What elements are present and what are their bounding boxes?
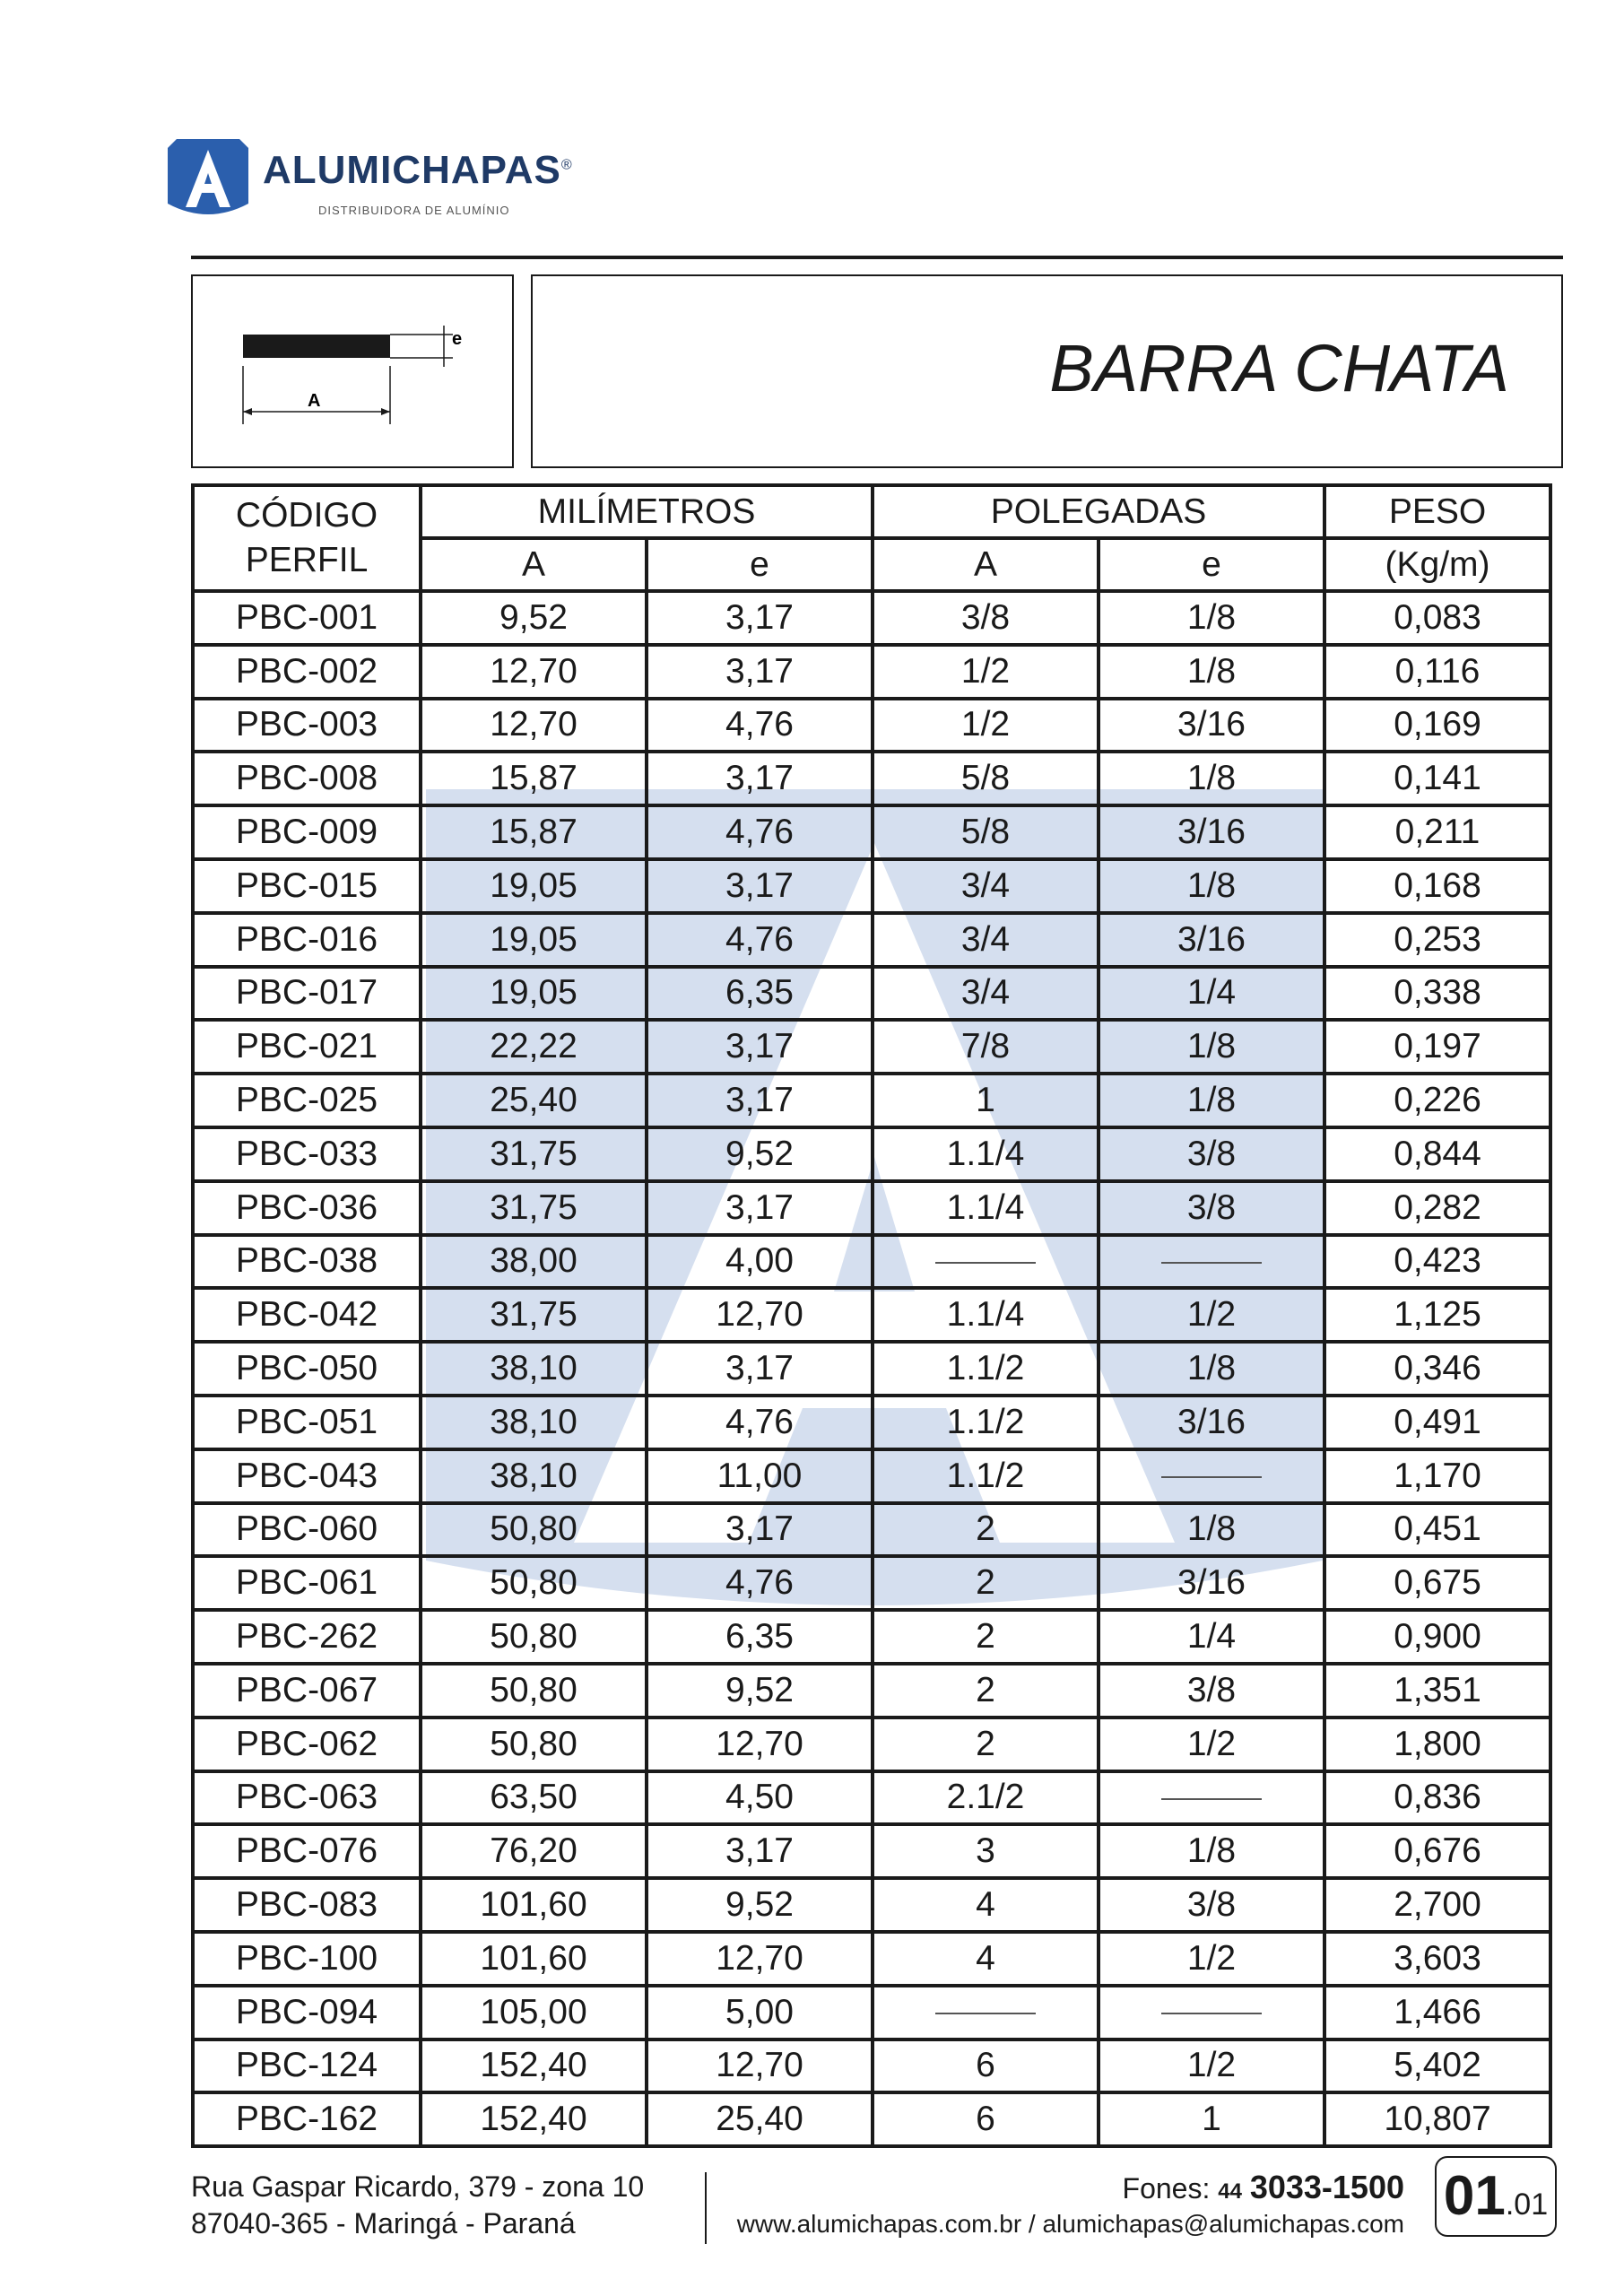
cell-in-a: 6 — [873, 2039, 1099, 2093]
cell-in-a: 3/8 — [873, 591, 1099, 645]
cell-in-a: 1.1/2 — [873, 1396, 1099, 1449]
cell-mm-e: 4,76 — [647, 699, 873, 752]
cell-peso: 0,676 — [1324, 1824, 1550, 1878]
cell-in-a: 2 — [873, 1664, 1099, 1718]
cell-in-a: 6 — [873, 2092, 1099, 2146]
table-row — [193, 859, 1550, 913]
cell-mm-a: 50,80 — [421, 1556, 647, 1610]
cell-peso: 0,836 — [1324, 1771, 1550, 1825]
cell-mm-e: 3,17 — [647, 1824, 873, 1878]
cell-in-a: 1.1/4 — [873, 1181, 1099, 1235]
cell-in-a — [873, 1986, 1099, 2039]
cell-peso: 0,338 — [1324, 967, 1550, 1021]
cell-in-a: 2 — [873, 1556, 1099, 1610]
cell-in-e: 3/8 — [1099, 1878, 1324, 1932]
brand-name: ALUMICHAPAS® — [263, 148, 573, 192]
header-millimeters: MILÍMETROS — [421, 485, 873, 538]
title-box — [531, 274, 1563, 468]
cell-peso: 0,169 — [1324, 699, 1550, 752]
cell-peso: 3,603 — [1324, 1932, 1550, 1986]
cell-code: PBC-015 — [193, 859, 421, 913]
cell-mm-e: 9,52 — [647, 1664, 873, 1718]
cell-mm-e: 3,17 — [647, 645, 873, 699]
cell-mm-e: 12,70 — [647, 2039, 873, 2093]
cell-code: PBC-043 — [193, 1449, 421, 1503]
cell-peso: 0,197 — [1324, 1020, 1550, 1074]
cell-mm-a: 12,70 — [421, 699, 647, 752]
cell-in-e: 1/8 — [1099, 1342, 1324, 1396]
cell-in-e: 1/8 — [1099, 1503, 1324, 1557]
cell-code: PBC-003 — [193, 699, 421, 752]
cell-peso: 1,125 — [1324, 1288, 1550, 1342]
brand-tagline: DISTRIBUIDORA DE ALUMÍNIO — [318, 204, 510, 217]
cell-mm-e: 3,17 — [647, 752, 873, 805]
cell-code: PBC-061 — [193, 1556, 421, 1610]
cell-peso: 0,083 — [1324, 591, 1550, 645]
profile-diagram-box — [191, 274, 514, 468]
cell-mm-e: 4,00 — [647, 1235, 873, 1289]
cell-mm-e: 12,70 — [647, 1718, 873, 1771]
cell-mm-e: 4,76 — [647, 1396, 873, 1449]
table-row — [193, 591, 1550, 645]
cell-in-e: 1/4 — [1099, 967, 1324, 1021]
cell-mm-a: 105,00 — [421, 1986, 647, 2039]
cell-code: PBC-100 — [193, 1932, 421, 1986]
cell-in-e: 1/4 — [1099, 1610, 1324, 1664]
table-row — [193, 2039, 1550, 2093]
cell-peso: 5,402 — [1324, 2039, 1550, 2093]
cell-mm-e: 3,17 — [647, 859, 873, 913]
address-line-1: Rua Gaspar Ricardo, 379 - zona 10 — [191, 2170, 645, 2203]
cell-mm-e: 4,50 — [647, 1771, 873, 1825]
table-row — [193, 1342, 1550, 1396]
flat-bar-profile-diagram — [193, 276, 512, 466]
cell-in-a — [873, 1235, 1099, 1289]
cell-code: PBC-060 — [193, 1503, 421, 1557]
table-row — [193, 1449, 1550, 1503]
table-row — [193, 1986, 1550, 2039]
cell-in-a: 5/8 — [873, 805, 1099, 859]
header-mm-a: A — [421, 538, 647, 591]
cell-peso: 0,844 — [1324, 1127, 1550, 1181]
cell-mm-a: 38,10 — [421, 1396, 647, 1449]
table-row — [193, 1556, 1550, 1610]
cell-mm-a: 50,80 — [421, 1610, 647, 1664]
cell-code: PBC-008 — [193, 752, 421, 805]
cell-code: PBC-009 — [193, 805, 421, 859]
cell-code: PBC-094 — [193, 1986, 421, 2039]
cell-mm-e: 4,76 — [647, 1556, 873, 1610]
table-row — [193, 1878, 1550, 1932]
table-row — [193, 1664, 1550, 1718]
cell-mm-e: 11,00 — [647, 1449, 873, 1503]
cell-in-e: 1/8 — [1099, 859, 1324, 913]
cell-mm-e: 3,17 — [647, 591, 873, 645]
cell-in-e: 1/8 — [1099, 1074, 1324, 1127]
cell-mm-a: 15,87 — [421, 752, 647, 805]
cell-in-e: 1/2 — [1099, 2039, 1324, 2093]
cell-mm-a: 76,20 — [421, 1824, 647, 1878]
cell-mm-a: 50,80 — [421, 1503, 647, 1557]
empty-dash — [1161, 1262, 1262, 1264]
alumichapas-logo-icon — [168, 139, 248, 220]
header-code: CÓDIGO PERFIL — [193, 485, 421, 591]
cell-in-a: 1.1/2 — [873, 1449, 1099, 1503]
cell-mm-e: 3,17 — [647, 1503, 873, 1557]
cell-mm-e: 4,76 — [647, 805, 873, 859]
header-inches: POLEGADAS — [873, 485, 1324, 538]
cell-in-a: 1.1/4 — [873, 1127, 1099, 1181]
cell-mm-a: 25,40 — [421, 1074, 647, 1127]
cell-peso: 0,346 — [1324, 1342, 1550, 1396]
empty-dash — [1161, 1798, 1262, 1800]
cell-mm-a: 38,10 — [421, 1342, 647, 1396]
header-in-e: e — [1099, 538, 1324, 591]
footer-phone: Fones: 44 3033-1500 — [1122, 2169, 1404, 2205]
cell-code: PBC-042 — [193, 1288, 421, 1342]
cell-in-e: 3/16 — [1099, 913, 1324, 967]
footer-divider — [705, 2172, 707, 2244]
width-label: A — [308, 391, 321, 411]
table-row — [193, 2092, 1550, 2146]
cell-mm-a: 19,05 — [421, 913, 647, 967]
cell-in-e: 3/16 — [1099, 1396, 1324, 1449]
address-line-2: 87040-365 - Maringá - Paraná — [191, 2207, 576, 2239]
header-in-a: A — [873, 538, 1099, 591]
cell-peso: 0,141 — [1324, 752, 1550, 805]
header-mm-e: e — [647, 538, 873, 591]
table-row — [193, 967, 1550, 1021]
cell-mm-e: 6,35 — [647, 1610, 873, 1664]
table-row — [193, 1771, 1550, 1825]
table-row — [193, 752, 1550, 805]
cell-in-e — [1099, 1235, 1324, 1289]
cell-mm-a: 101,60 — [421, 1932, 647, 1986]
cell-code: PBC-124 — [193, 2039, 421, 2093]
footer-web-link[interactable]: www.alumichapas.com.br / alumichapas@alumichapas.com — [736, 2210, 1404, 2238]
cell-peso: 0,423 — [1324, 1235, 1550, 1289]
header-rule — [191, 256, 1563, 259]
cell-in-e: 3/16 — [1099, 1556, 1324, 1610]
cell-in-a: 1.1/4 — [873, 1288, 1099, 1342]
cell-mm-a: 9,52 — [421, 591, 647, 645]
cell-in-e: 1/2 — [1099, 1288, 1324, 1342]
cell-in-a: 3 — [873, 1824, 1099, 1878]
cell-code: PBC-036 — [193, 1181, 421, 1235]
cell-mm-a: 38,10 — [421, 1449, 647, 1503]
cell-code: PBC-051 — [193, 1396, 421, 1449]
cell-in-e: 1 — [1099, 2092, 1324, 2146]
cell-mm-a: 19,05 — [421, 967, 647, 1021]
cell-in-a: 4 — [873, 1878, 1099, 1932]
spec-table — [191, 483, 1552, 2148]
cell-code: PBC-062 — [193, 1718, 421, 1771]
cell-peso: 1,170 — [1324, 1449, 1550, 1503]
cell-in-e — [1099, 1986, 1324, 2039]
cell-mm-e: 5,00 — [647, 1986, 873, 2039]
table-row — [193, 1127, 1550, 1181]
table-row — [193, 645, 1550, 699]
cell-peso: 0,116 — [1324, 645, 1550, 699]
cell-mm-a: 50,80 — [421, 1718, 647, 1771]
table-row — [193, 1235, 1550, 1289]
table-row — [193, 1288, 1550, 1342]
footer-address — [191, 2169, 644, 2242]
header-weight-unit: (Kg/m) — [1324, 538, 1550, 591]
table-row — [193, 1020, 1550, 1074]
cell-mm-e: 9,52 — [647, 1878, 873, 1932]
cell-peso: 10,807 — [1324, 2092, 1550, 2146]
header-weight: PESO — [1324, 485, 1550, 538]
cell-in-e: 3/16 — [1099, 805, 1324, 859]
cell-mm-a: 152,40 — [421, 2039, 647, 2093]
table-row — [193, 699, 1550, 752]
cell-in-e — [1099, 1771, 1324, 1825]
cell-in-e: 1/8 — [1099, 591, 1324, 645]
cell-mm-e: 12,70 — [647, 1932, 873, 1986]
cell-in-a: 1 — [873, 1074, 1099, 1127]
cell-in-e: 1/2 — [1099, 1932, 1324, 1986]
cell-in-e — [1099, 1449, 1324, 1503]
table-row — [193, 1074, 1550, 1127]
cell-mm-a: 38,00 — [421, 1235, 647, 1289]
cell-code: PBC-038 — [193, 1235, 421, 1289]
cell-peso: 0,226 — [1324, 1074, 1550, 1127]
cell-in-e: 3/8 — [1099, 1181, 1324, 1235]
table-row — [193, 1610, 1550, 1664]
table-row — [193, 1932, 1550, 1986]
cell-mm-a: 15,87 — [421, 805, 647, 859]
cell-peso: 2,700 — [1324, 1878, 1550, 1932]
cell-peso: 0,900 — [1324, 1610, 1550, 1664]
cell-in-e: 3/8 — [1099, 1127, 1324, 1181]
cell-mm-a: 12,70 — [421, 645, 647, 699]
cell-in-e: 1/8 — [1099, 645, 1324, 699]
cell-code: PBC-001 — [193, 591, 421, 645]
table-row — [193, 1181, 1550, 1235]
cell-peso: 0,168 — [1324, 859, 1550, 913]
cell-code: PBC-067 — [193, 1664, 421, 1718]
cell-in-a: 4 — [873, 1932, 1099, 1986]
cell-mm-e: 3,17 — [647, 1342, 873, 1396]
cell-in-a: 2 — [873, 1610, 1099, 1664]
cell-peso: 0,491 — [1324, 1396, 1550, 1449]
cell-mm-a: 101,60 — [421, 1878, 647, 1932]
page-title: BARRA CHATA — [1049, 331, 1509, 405]
cell-in-a: 1/2 — [873, 645, 1099, 699]
cell-mm-a: 19,05 — [421, 859, 647, 913]
table-row — [193, 805, 1550, 859]
cell-peso: 1,351 — [1324, 1664, 1550, 1718]
cell-mm-e: 9,52 — [647, 1127, 873, 1181]
cell-in-e: 3/8 — [1099, 1664, 1324, 1718]
cell-code: PBC-017 — [193, 967, 421, 1021]
cell-mm-e: 4,76 — [647, 913, 873, 967]
cell-mm-a: 31,75 — [421, 1288, 647, 1342]
brand-logo — [168, 139, 598, 224]
cell-mm-e: 3,17 — [647, 1181, 873, 1235]
table-row — [193, 1718, 1550, 1771]
cell-mm-a: 63,50 — [421, 1771, 647, 1825]
cell-in-e: 1/8 — [1099, 1824, 1324, 1878]
cell-in-a: 2.1/2 — [873, 1771, 1099, 1825]
cell-code: PBC-002 — [193, 645, 421, 699]
cell-code: PBC-033 — [193, 1127, 421, 1181]
cell-code: PBC-050 — [193, 1342, 421, 1396]
cell-peso: 1,800 — [1324, 1718, 1550, 1771]
cell-in-e: 1/2 — [1099, 1718, 1324, 1771]
cell-code: PBC-162 — [193, 2092, 421, 2146]
cell-peso: 0,675 — [1324, 1556, 1550, 1610]
cell-mm-a: 50,80 — [421, 1664, 647, 1718]
cell-in-a: 7/8 — [873, 1020, 1099, 1074]
cell-in-a: 1/2 — [873, 699, 1099, 752]
cell-in-a: 3/4 — [873, 913, 1099, 967]
empty-dash — [935, 2013, 1036, 2014]
cell-in-a: 1.1/2 — [873, 1342, 1099, 1396]
cell-in-a: 2 — [873, 1503, 1099, 1557]
cell-mm-a: 22,22 — [421, 1020, 647, 1074]
cell-in-e: 3/16 — [1099, 699, 1324, 752]
cell-peso: 0,253 — [1324, 913, 1550, 967]
cell-peso: 0,451 — [1324, 1503, 1550, 1557]
table-row — [193, 1396, 1550, 1449]
cell-mm-e: 25,40 — [647, 2092, 873, 2146]
cell-in-a: 2 — [873, 1718, 1099, 1771]
cell-code: PBC-063 — [193, 1771, 421, 1825]
cell-mm-e: 3,17 — [647, 1074, 873, 1127]
cell-code: PBC-021 — [193, 1020, 421, 1074]
cell-mm-a: 152,40 — [421, 2092, 647, 2146]
table-row — [193, 1503, 1550, 1557]
cell-mm-a: 31,75 — [421, 1127, 647, 1181]
cell-mm-e: 3,17 — [647, 1020, 873, 1074]
cell-code: PBC-076 — [193, 1824, 421, 1878]
table-row — [193, 1824, 1550, 1878]
cell-code: PBC-262 — [193, 1610, 421, 1664]
cell-in-a: 5/8 — [873, 752, 1099, 805]
cell-in-e: 1/8 — [1099, 1020, 1324, 1074]
cell-in-a: 3/4 — [873, 859, 1099, 913]
cell-code: PBC-016 — [193, 913, 421, 967]
empty-dash — [935, 1262, 1036, 1264]
cell-in-e: 1/8 — [1099, 752, 1324, 805]
empty-dash — [1161, 1476, 1262, 1478]
cell-peso: 0,282 — [1324, 1181, 1550, 1235]
registered-mark: ® — [560, 157, 573, 173]
cell-code: PBC-025 — [193, 1074, 421, 1127]
table-row — [193, 913, 1550, 967]
cell-in-a: 3/4 — [873, 967, 1099, 1021]
empty-dash — [1161, 2013, 1262, 2014]
cell-code: PBC-083 — [193, 1878, 421, 1932]
thickness-label: e — [452, 329, 463, 349]
cell-peso: 0,211 — [1324, 805, 1550, 859]
page-number: 01.01 — [1435, 2156, 1557, 2237]
cell-mm-a: 31,75 — [421, 1181, 647, 1235]
cell-peso: 1,466 — [1324, 1986, 1550, 2039]
cell-mm-e: 12,70 — [647, 1288, 873, 1342]
cell-mm-e: 6,35 — [647, 967, 873, 1021]
